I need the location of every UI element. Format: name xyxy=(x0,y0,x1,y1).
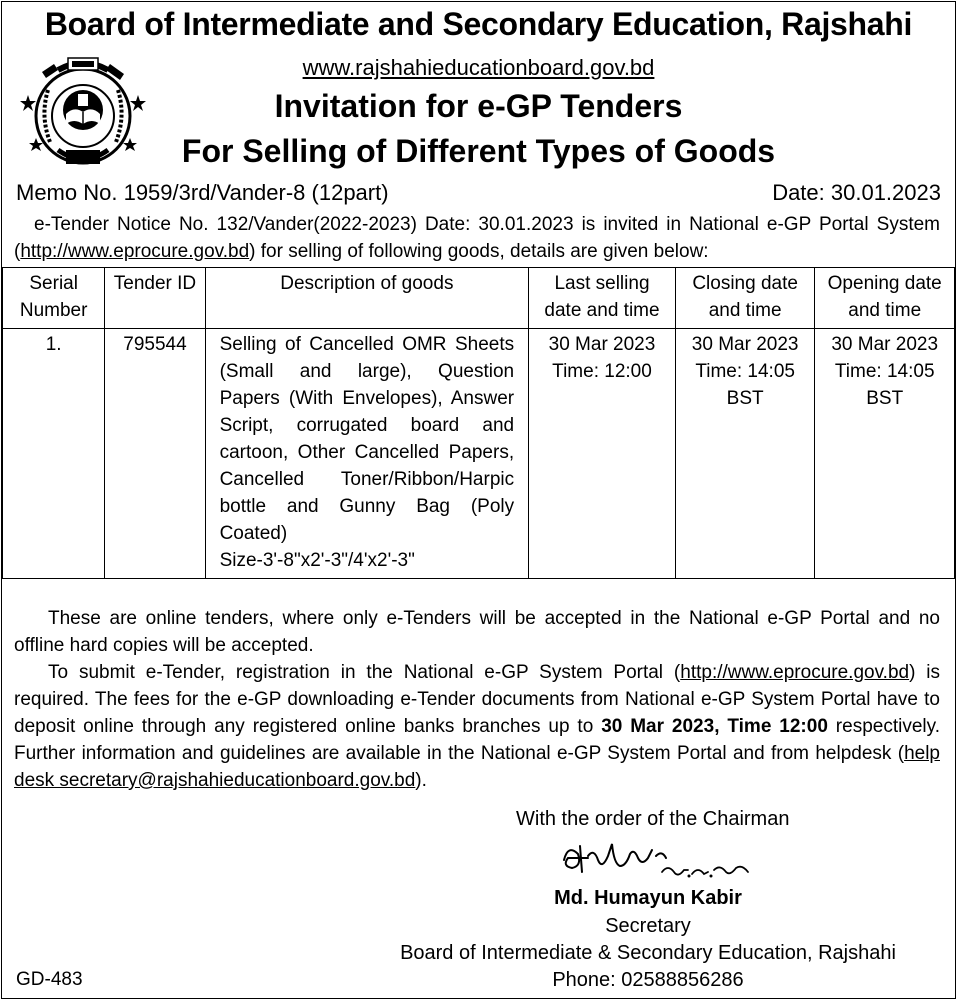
registration-paragraph xyxy=(14,659,940,794)
header-tender-id: Tender ID xyxy=(105,268,205,329)
p2-text-c: respectively. Further information and guidelines are available in the National e-GP System Portal and from helpdesk ( xyxy=(14,716,940,764)
signatory-designation: Secretary xyxy=(605,915,691,937)
notice-paragraph xyxy=(14,211,940,265)
cell-tender-id: 795544 xyxy=(105,329,205,579)
opening-time: Time: 14:05 xyxy=(834,361,935,382)
cell-last-selling xyxy=(529,329,676,579)
closing-tz: BST xyxy=(726,388,764,409)
p2-text-d: ). xyxy=(415,770,427,791)
cell-description xyxy=(205,329,529,579)
description-size: Size-3'-8"x2'-3"/4'x2'-3" xyxy=(219,550,415,571)
board-title: Board of Intermediate and Secondary Education, Rajshahi xyxy=(44,6,913,42)
cell-serial: 1. xyxy=(3,329,105,579)
table-header-row xyxy=(3,268,955,329)
heading-invitation: Invitation for e-GP Tenders xyxy=(274,88,683,124)
opening-tz: BST xyxy=(866,388,904,409)
eprocure-link-2[interactable]: http://www.eprocure.gov.bd xyxy=(680,662,910,683)
header-last-selling: Last selling date and time xyxy=(529,268,676,329)
memo-number: Memo No. 1959/3rd/Vander-8 (12part) xyxy=(16,180,389,205)
p2-text-a: To submit e-Tender, registration in the National e-GP System Portal ( xyxy=(48,662,681,683)
header-closing: Closing date and time xyxy=(675,268,815,329)
helpdesk-email-link[interactable]: help desk secretary@rajshahieducationboard.gov.bd xyxy=(14,743,940,791)
signatory-organization: Board of Intermediate & Secondary Education, Rajshahi xyxy=(400,942,896,964)
last-selling-time: Time: 12:00 xyxy=(552,361,652,382)
online-tender-paragraph: These are online tenders, where only e-Tenders will be accepted in the National e-GP Portal and no offline hard copies will be accepted. xyxy=(14,608,940,656)
header-opening: Opening date and time xyxy=(815,268,955,329)
header-description: Description of goods xyxy=(205,268,529,329)
website-link[interactable]: www.rajshahieducationboard.gov.bd xyxy=(302,55,655,80)
notice-text-after: ) for selling of following goods, details are given below: xyxy=(249,241,709,262)
cell-closing xyxy=(675,329,815,579)
cell-opening xyxy=(815,329,955,579)
last-selling-date: 30 Mar 2023 xyxy=(548,334,656,355)
eprocure-link[interactable]: http://www.eprocure.gov.bd xyxy=(20,241,250,262)
memo-date: Date: 30.01.2023 xyxy=(772,180,941,205)
handwritten-signature xyxy=(558,836,758,888)
tender-table xyxy=(2,267,955,579)
signatory-name: Md. Humayun Kabir xyxy=(554,887,742,909)
header-serial: Serial Number xyxy=(3,268,105,329)
heading-purpose: For Selling of Different Types of Goods xyxy=(181,133,776,169)
closing-time: Time: 14:05 xyxy=(695,361,795,382)
gd-code: GD-483 xyxy=(16,969,83,990)
closing-date: 30 Mar 2023 xyxy=(691,334,799,355)
description-text: Selling of Cancelled OMR Sheets (Small and large), Question Papers (With Envelopes), Answer Script, corrugated board and cartoon, Other Cancelled Papers, Cancelled Toner/Ribbon/Harpic bottle and Gunny Bag (Poly Coated) xyxy=(219,334,515,544)
p2-deadline: 30 Mar 2023, Time 12:00 xyxy=(601,716,828,737)
opening-date: 30 Mar 2023 xyxy=(831,334,939,355)
order-line: With the order of the Chairman xyxy=(516,808,790,830)
signatory-phone: Phone: 02588856286 xyxy=(552,969,744,991)
table-row xyxy=(3,329,955,579)
notice-text-before: e-Tender Notice No. 132/Vander(2022-2023) Date: 30.01.2023 is invited in National e-GP Portal System ( xyxy=(14,214,940,262)
p2-text-b: ) is required. The fees for the e-GP downloading e-Tender documents from National e-GP System Portal have to deposit online through any registered online banks branches up to xyxy=(14,662,941,737)
